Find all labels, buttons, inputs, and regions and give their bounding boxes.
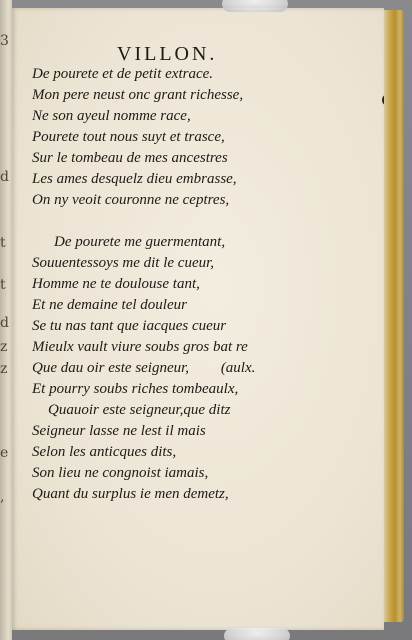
running-head: VILLON. <box>117 43 218 65</box>
previous-page-mark: z <box>0 339 8 355</box>
previous-page-mark: , <box>0 489 5 505</box>
page-clip-top <box>222 0 288 12</box>
verse-line: Seigneur lasse ne lest il mais <box>32 423 206 439</box>
verse-line: Et ne demaine tel douleur <box>32 297 187 313</box>
stanza-2 <box>32 232 255 505</box>
verse-line: Et pourry soubs riches tombeaulx, <box>32 381 239 397</box>
catchword-aside: (aulx. <box>220 360 256 376</box>
previous-page-mark: t <box>0 277 6 293</box>
previous-page-mark: t <box>0 235 6 251</box>
previous-page-mark: d <box>0 315 9 331</box>
stanza-1 <box>32 64 243 211</box>
verse-line-with-catchword <box>32 358 255 379</box>
verse-line: Que dau oir este seigneur, <box>32 360 190 376</box>
verse-line: Quauoir este seigneur,que ditz <box>48 402 231 418</box>
previous-page-mark: z <box>0 361 8 377</box>
verse-line: Se tu nas tant que iacques cueur <box>32 318 227 334</box>
previous-page-mark: e <box>0 445 9 461</box>
verse-line: Mieulx vault viure soubs gros bat re <box>32 339 248 355</box>
verse-line: Son lieu ne congnoist iamais, <box>32 465 209 481</box>
verse-line: De pourete et de petit extrace. <box>32 66 214 82</box>
verse-line: Les ames desquelz dieu embrasse, <box>32 171 237 187</box>
verse-line: Pourete tout nous suyt et trasce, <box>32 129 225 145</box>
book-page <box>12 8 384 630</box>
gilt-page-edge <box>384 10 404 622</box>
verse-line: Ne son ayeul nomme race, <box>32 108 191 124</box>
verse-line: Selon les anticques dits, <box>32 444 177 460</box>
verse-line: De pourete me guermentant, <box>54 234 226 250</box>
verse-line: Quant du surplus ie men demetz, <box>32 486 229 502</box>
verse-line: On ny veoit couronne ne ceptres, <box>32 192 230 208</box>
verse-line: Mon pere neust onc grant richesse, <box>32 87 244 103</box>
page-clip-bottom <box>224 628 290 640</box>
verse-line: Sur le tombeau de mes ancestres <box>32 150 228 166</box>
verse-line: Souuentessoys me dit le cueur, <box>32 255 215 271</box>
previous-page-mark: d <box>0 169 9 185</box>
previous-page-mark: 3 <box>0 33 9 49</box>
verse-line: Homme ne te doulouse tant, <box>32 276 200 292</box>
previous-page-edge <box>0 0 12 640</box>
